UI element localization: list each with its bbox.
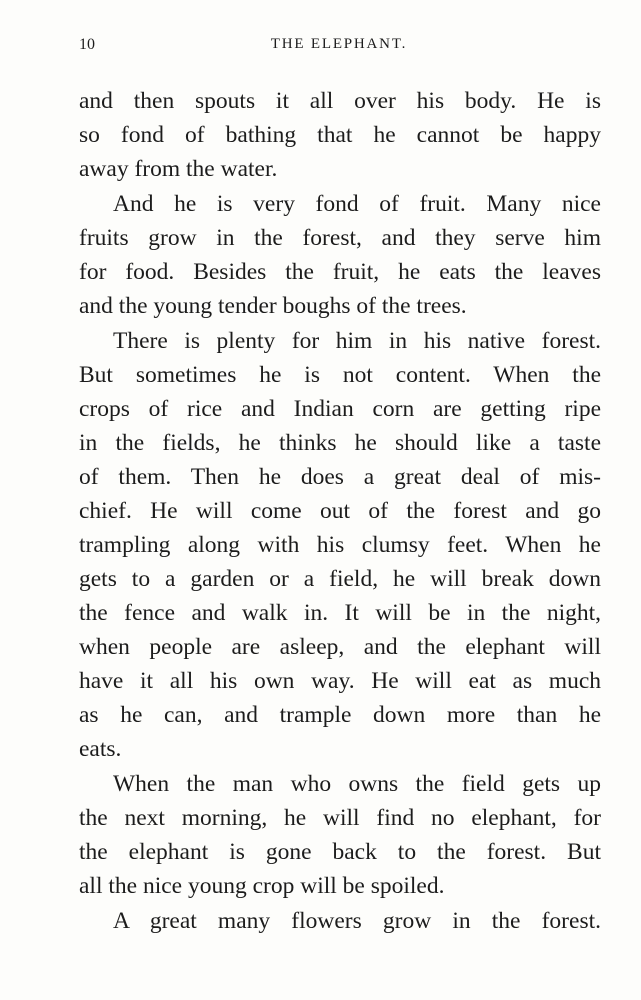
text-line: fruits grow in the forest, and they serve him [79,225,601,251]
text-line: for food. Besides the fruit, he eats the leaves [79,259,601,285]
text-line: so fond of bathing that he cannot be happy [79,122,601,148]
paragraph [79,187,601,323]
text-line: away from the water. [79,156,278,182]
text-line: all the nice young crop will be spoiled. [79,873,445,899]
text-line: in the fields, he thinks he should like a taste [79,430,601,456]
text-line: chief. He will come out of the forest and go [79,498,601,524]
text-line: of them. Then he does a great deal of mis- [79,464,601,490]
text-line: crops of rice and Indian corn are getting ripe [79,396,601,422]
text-line: trampling along with his clumsy feet. When he [79,532,601,558]
text-line: and the young tender boughs of the trees. [79,293,467,319]
text-line: and then spouts it all over his body. He is [79,88,601,114]
text-line: have it all his own way. He will eat as much [79,668,601,694]
text-line: the fence and walk in. It will be in the night, [79,600,601,626]
text-line: When the man who owns the field gets up [113,771,601,797]
text-line: when people are asleep, and the elephant will [79,634,601,660]
running-title: THE ELEPHANT. [270,36,408,52]
text-line: as he can, and trample down more than he [79,702,601,728]
paragraph [79,84,601,186]
text-line: the next morning, he will find no elephant, for [79,805,601,831]
body-text [79,84,601,939]
text-line: There is plenty for him in his native forest. [113,328,601,354]
text-line: But sometimes he is not content. When the [79,362,601,388]
text-line: the elephant is gone back to the forest. But [79,839,601,865]
text-line: And he is very fond of fruit. Many nice [113,191,601,217]
paragraph [79,324,601,766]
page-header [79,36,599,60]
paragraph [79,767,601,903]
page-number: 10 [79,36,95,53]
text-line: A great many flowers grow in the forest. [113,908,601,934]
text-line: eats. [79,736,122,762]
paragraph [79,904,601,938]
text-line: gets to a garden or a field, he will break down [79,566,601,592]
